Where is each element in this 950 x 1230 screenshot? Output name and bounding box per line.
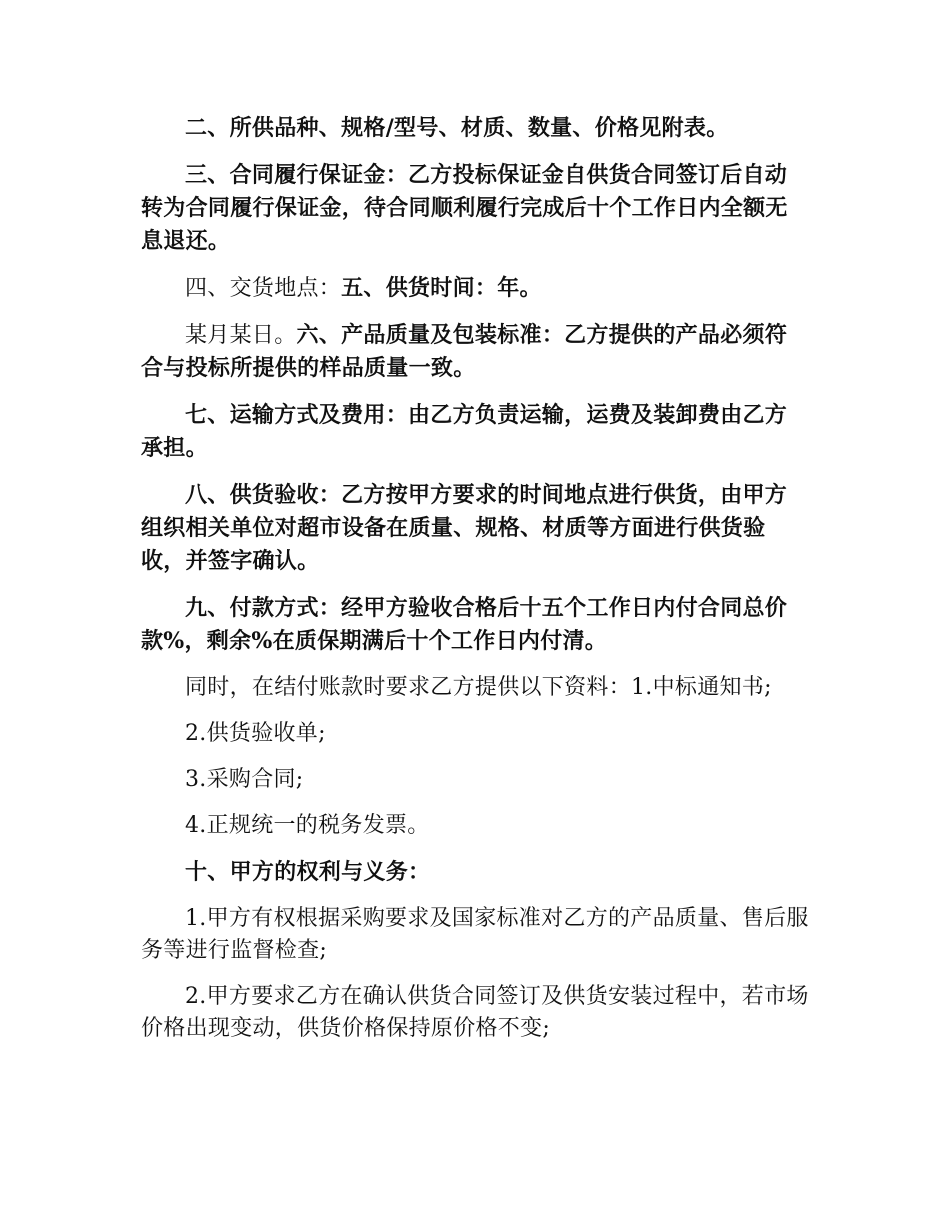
paragraph-text-regular: 某月某日。 <box>185 323 297 348</box>
paragraph-text: 同时，在结付账款时要求乙方提供以下资料：1.中标通知书; <box>185 675 772 700</box>
paragraph-text-regular: 四、交货地点： <box>185 276 342 301</box>
paragraph-text: 九、付款方式：经甲方验收合格后十五个工作日内付合同总价款%，剩余%在质保期满后十个工作日内付清。 <box>141 595 788 654</box>
paragraph-item-10 <box>141 672 809 704</box>
paragraph-text-bold: 六、产品质量及包装标准：乙方提供的产品必须符合与投标所提供的样品质量一致。 <box>141 322 788 381</box>
paragraph-text: 1.甲方有权根据采购要求及国家标准对乙方的产品质量、售后服务等进行监督检查; <box>141 906 809 963</box>
paragraph-item-11 <box>141 718 809 750</box>
paragraph-text: 4.正规统一的税务发票。 <box>185 813 430 838</box>
paragraph-text: 八、供货验收：乙方按甲方要求的时间地点进行供货，由甲方组织相关单位对超市设备在质量、规格、材质等方面进行供货验收，并签字确认。 <box>141 482 788 574</box>
paragraph-text-bold: 五、供货时间：年。 <box>341 275 542 301</box>
paragraph-item-14 <box>141 856 809 889</box>
paragraph-item-16 <box>141 981 809 1045</box>
paragraph-item-8 <box>141 479 809 578</box>
paragraph-item-7 <box>141 399 809 465</box>
paragraph-item-9 <box>141 592 809 658</box>
paragraph-text: 七、运输方式及费用：由乙方负责运输，运费及装卸费由乙方承担。 <box>141 402 788 461</box>
paragraph-text: 2.供货验收单; <box>185 721 326 746</box>
paragraph-text: 二、所供品种、规格/型号、材质、数量、价格见附表。 <box>185 115 729 141</box>
paragraph-item-4 <box>141 272 809 305</box>
paragraph-text: 十、甲方的权利与义务： <box>185 859 431 885</box>
paragraph-item-12 <box>141 764 809 796</box>
paragraph-text: 2.甲方要求乙方在确认供货合同签订及供货安装过程中，若市场价格出现变动，供货价格保持原价格不变; <box>141 984 809 1041</box>
paragraph-item-13 <box>141 810 809 842</box>
paragraph-item-5 <box>141 319 809 385</box>
paragraph-item-3 <box>141 159 809 258</box>
paragraph-text: 三、合同履行保证金：乙方投标保证金自供货合同签订后自动转为合同履行保证金，待合同顺利履行完成后十个工作日内全额无息退还。 <box>141 162 788 254</box>
document-body <box>141 112 809 1059</box>
paragraph-text: 3.采购合同; <box>185 767 304 792</box>
paragraph-item-15 <box>141 903 809 967</box>
paragraph-item-2 <box>141 112 809 145</box>
